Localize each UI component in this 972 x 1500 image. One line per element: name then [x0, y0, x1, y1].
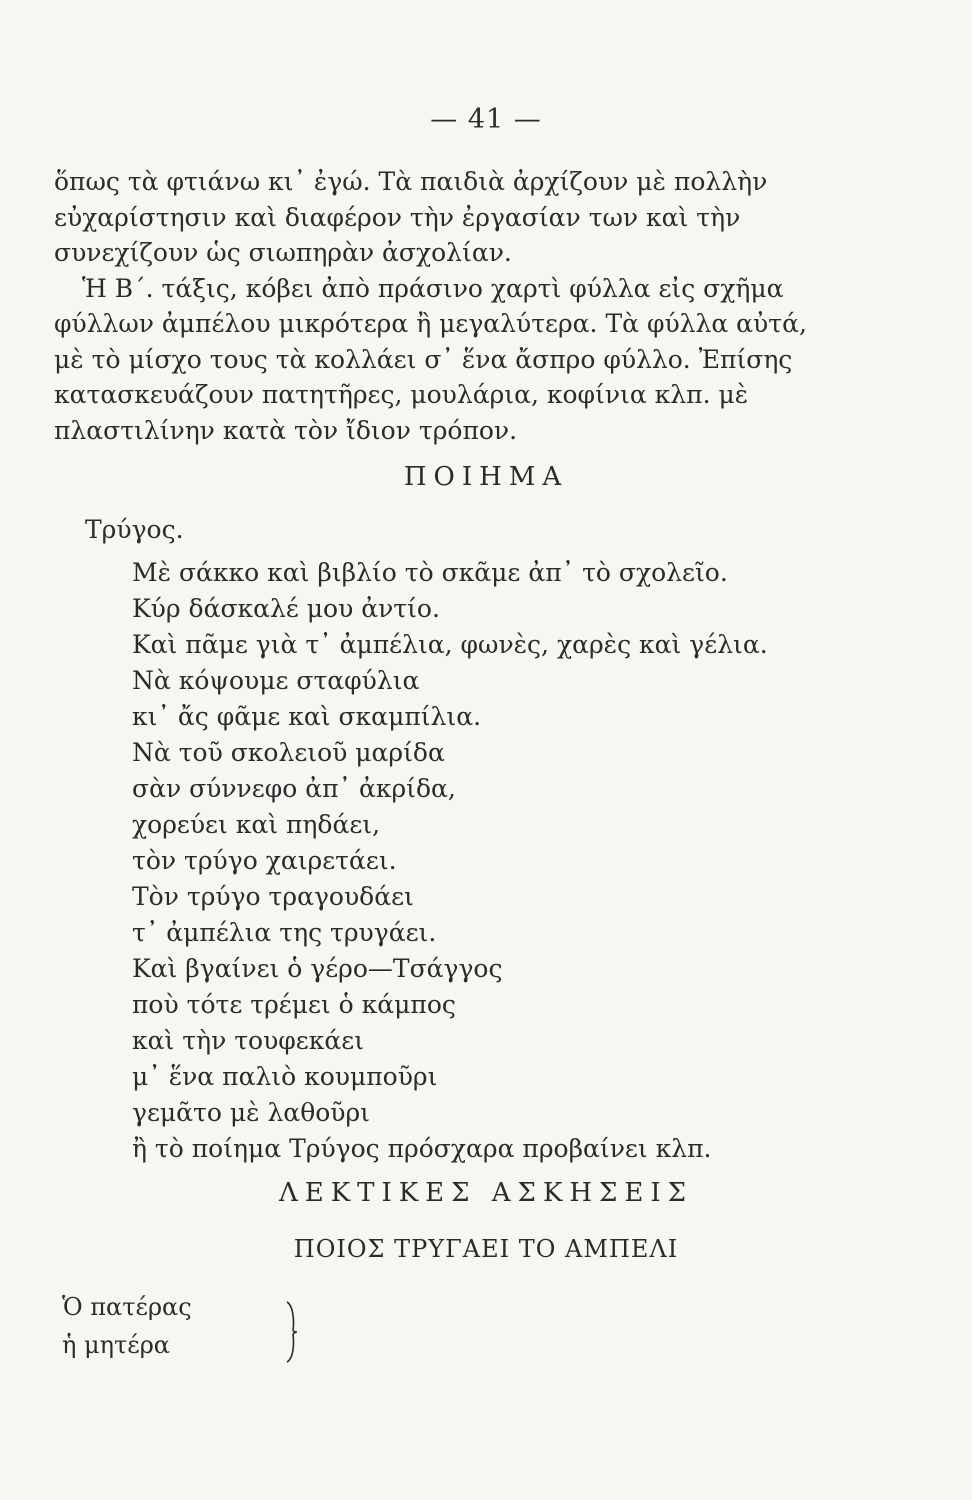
poem-line: τ᾽ ἀμπέλια της τρυγάει.: [132, 918, 437, 947]
exercises-heading: ΛΕΚΤΙΚΕΣ ΑΣΚΗΣΕΙΣ: [278, 1178, 694, 1208]
poem-body: [132, 555, 768, 1167]
poem-line: σὰν σύννεφο ἀπ᾽ ἀκρίδα,: [132, 774, 456, 803]
page-number: — 41 —: [430, 104, 542, 135]
poem-name: Τρύγος.: [85, 515, 184, 544]
poem-line: κι᾽ ἄς φᾶμε καὶ σκαμπίλια.: [132, 702, 482, 731]
poem-line: ἢ τὸ ποίημα Τρύγος πρόσχαρα προβαίνει κλπ.: [132, 1134, 712, 1163]
exercise-list: [62, 1288, 192, 1364]
poem-line: Τὸν τρύγο τραγουδάει: [132, 882, 414, 911]
exercise-item: Ὁ πατέρας: [62, 1293, 192, 1321]
poem-line: Κύρ δάσκαλέ μου ἀντίο.: [132, 594, 440, 623]
paragraph: Ἡ Β΄. τάξις, κόβει ἀπὸ πράσινο χαρτὶ φύλλα εἰς σχῆμα φύλλων ἀμπέλου μικρότερα ἢ μεγαλύτερα. Τὰ φύλλα αὐτά, μὲ τὸ μίσχο τους τὰ κολλάει σ᾽ ἕνα ἄσπρο φύλλο. Ἐπίσης κατασκευάζουν πατητῆρες, μουλάρια, κοφίνια κλπ. μὲ πλαστιλίνην κατὰ τὸν ἴδιον τρόπον.: [54, 273, 807, 445]
poem-line: ποὺ τότε τρέμει ὁ κάμπος: [132, 990, 456, 1019]
poem-line: Καὶ πᾶμε γιὰ τ᾽ ἀμπέλια, φωνὲς, χαρὲς καὶ γέλια.: [132, 630, 768, 659]
poem-line: χορεύει καὶ πηδάει,: [132, 810, 381, 839]
poem-line: τὸν τρύγο χαιρετάει.: [132, 846, 397, 875]
intro-text: [54, 164, 844, 448]
poem-line: Μὲ σάκκο καὶ βιβλίο τὸ σκᾶμε ἀπ᾽ τὸ σχολεῖο.: [132, 558, 728, 587]
brace-symbol: [285, 1300, 299, 1364]
paragraph: ὅπως τὰ φτιάνω κι᾽ ἐγώ. Τὰ παιδιὰ ἀρχίζουν μὲ πολλὴν εὐχαρίστησιν καὶ διαφέρον τὴν ἐργασίαν των καὶ τὴν συνεχίζουν ὡς σιωπηρὰν ἀσχολίαν.: [54, 167, 768, 267]
poem-heading: ΠΟΙΗΜΑ: [403, 462, 569, 492]
exercise-item: ἡ μητέρα: [62, 1331, 171, 1359]
poem-line: Νὰ τοῦ σκολειοῦ μαρίδα: [132, 738, 445, 767]
poem-line: Νὰ κόψουμε σταφύλια: [132, 666, 420, 695]
poem-line: Καὶ βγαίνει ὁ γέρο—Τσάγγος: [132, 954, 503, 983]
exercise-heading: ΠΟΙΟΣ ΤΡΥΓΑΕΙ ΤΟ ΑΜΠΕΛΙ: [293, 1235, 679, 1263]
poem-line: γεμᾶτο μὲ λαθοῦρι: [132, 1098, 370, 1127]
poem-line: καὶ τὴν τουφεκάει: [132, 1026, 365, 1055]
poem-line: μ᾽ ἕνα παλιὸ κουμποῦρι: [132, 1062, 438, 1091]
